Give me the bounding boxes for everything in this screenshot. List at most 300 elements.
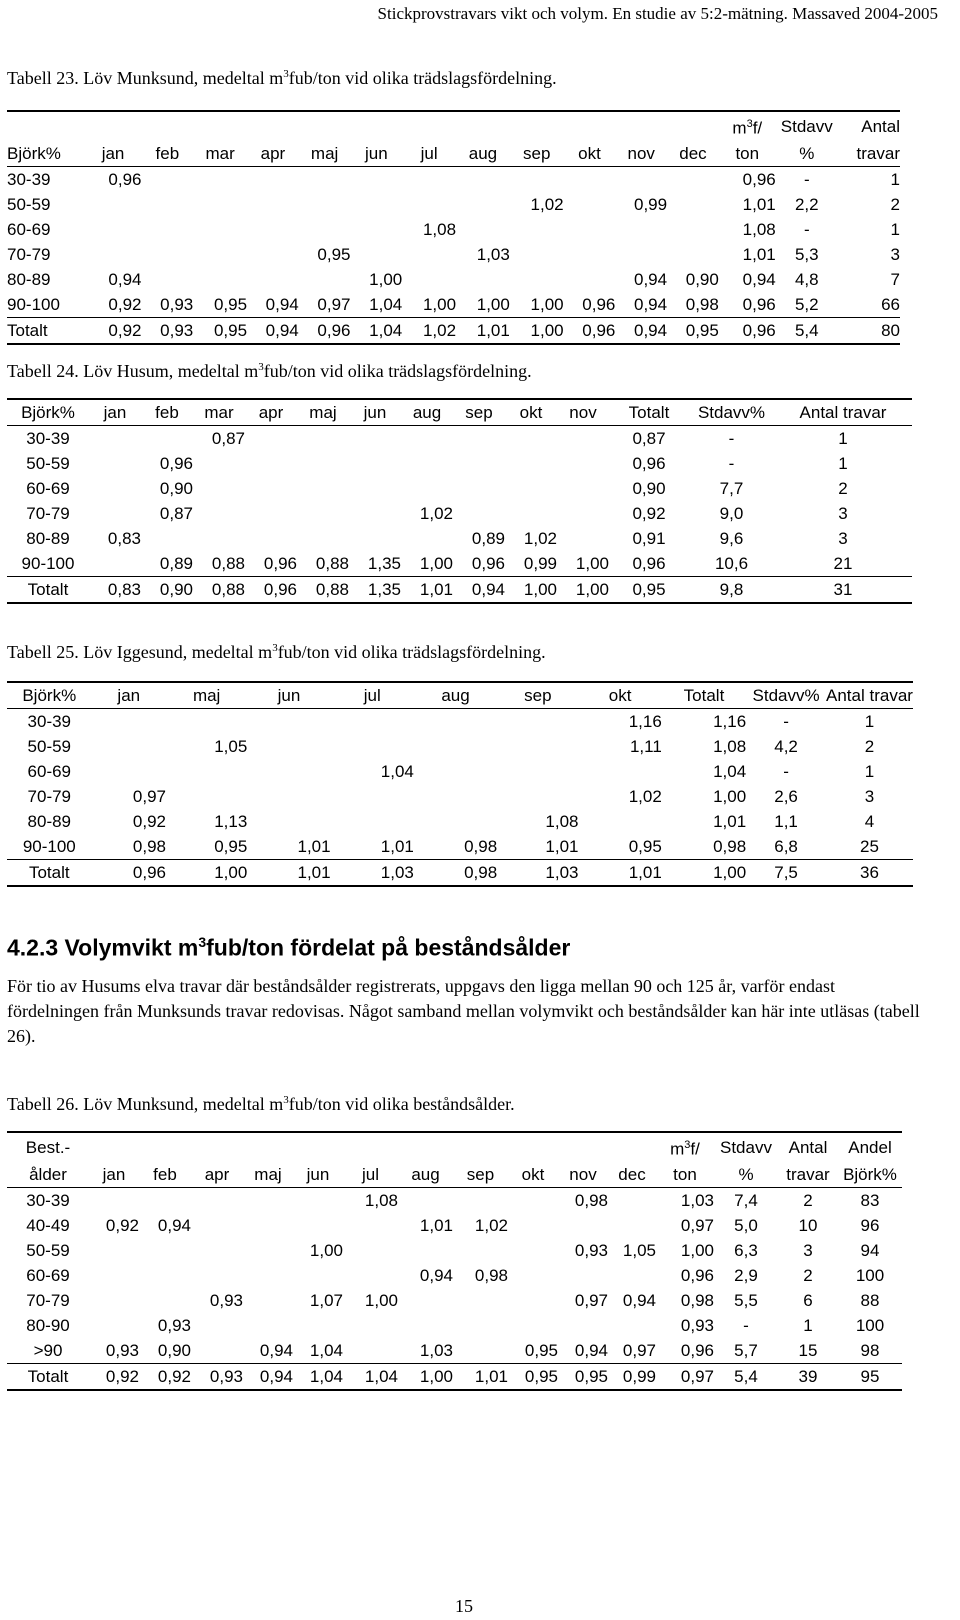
col-header: dec [667, 141, 719, 167]
table-cell: 1 [803, 1315, 813, 1335]
table-cell: 9,6 [719, 529, 744, 548]
table-cell: 1,02 [628, 787, 662, 806]
table-cell: 1,01 [456, 317, 510, 344]
table-cell [299, 217, 351, 242]
header-text: f/ [690, 1139, 700, 1159]
table-cell: 10 [798, 1215, 818, 1235]
table-cell: 0,93 [191, 1363, 243, 1390]
table-cell [247, 734, 330, 759]
table-cell: 0,92 [132, 812, 166, 831]
table-cell [608, 1213, 656, 1238]
heading-text: 4.2.3 Volymvikt m [7, 934, 199, 961]
table-cell [243, 1213, 293, 1238]
table-cell [508, 1213, 558, 1238]
table-26 [7, 1131, 902, 1391]
table-row [7, 166, 900, 192]
table-cell: 7,7 [719, 479, 744, 498]
table-cell [193, 242, 247, 267]
row-label: 80-89 [27, 812, 72, 831]
table-cell: 1,00 [680, 1240, 714, 1260]
table-cell: 1,00 [364, 1290, 398, 1310]
header-text: f/ [752, 118, 763, 138]
table-cell: 0,98 [464, 837, 498, 856]
table-row [7, 734, 913, 759]
table-cell: 1,16 [713, 712, 747, 731]
row-label: 70-79 [26, 504, 70, 523]
table-cell: 0,95 [214, 837, 248, 856]
table-cell [557, 476, 609, 501]
table-cell [557, 426, 609, 452]
table-cell: 15 [798, 1340, 818, 1360]
caption-text: Tabell 24. Löv Husum, medeltal m [7, 361, 259, 381]
table-cell [414, 784, 497, 809]
table-cell [414, 759, 497, 784]
col-header: Björk% [7, 141, 85, 167]
heading-superscript: 3 [198, 934, 207, 950]
row-label: 70-79 [27, 787, 72, 806]
table-cell [402, 267, 456, 292]
table-cell [505, 451, 557, 476]
col-header: Stdavv% [689, 399, 774, 426]
table-row [7, 501, 912, 526]
col-header: sep [497, 682, 578, 709]
table-cell: 0,97 [317, 294, 351, 314]
table-cell: 0,88 [297, 577, 349, 604]
table-cell: 80 [838, 317, 900, 344]
table-cell: 1,03 [680, 1190, 714, 1210]
table-cell [557, 501, 609, 526]
table-cell [398, 1288, 453, 1313]
table-cell [191, 1263, 243, 1288]
table-cell [297, 526, 349, 551]
total-row [7, 1363, 902, 1390]
table-cell: 1 [838, 429, 848, 448]
table-cell: 0,90 [632, 479, 666, 498]
row-label: 50-59 [26, 1240, 70, 1260]
table-cell: 4,8 [794, 269, 819, 289]
table-cell [558, 1263, 608, 1288]
table-cell [453, 451, 505, 476]
table-cell [615, 242, 667, 267]
table-cell: 0,96 [245, 577, 297, 604]
col-header: jun [293, 1162, 343, 1188]
table-26-caption [7, 1094, 515, 1115]
table-cell: 0,94 [622, 1290, 656, 1310]
table-cell [351, 217, 403, 242]
row-label: 50-59 [26, 454, 70, 473]
col-header: mar [193, 399, 245, 426]
table-25 [7, 681, 913, 887]
table-row [7, 1338, 902, 1364]
running-header: Stickprovstravars vikt och volym. En studie av 5:2-mätning. Massaved 2004-2005 [377, 4, 938, 23]
table-cell [667, 242, 719, 267]
table-25-caption [7, 642, 546, 663]
col-header: jun [351, 141, 403, 167]
table-cell: 0,96 [263, 554, 297, 573]
table-cell: 0,99 [523, 554, 557, 573]
col-header: Antal travar [774, 399, 912, 426]
table-cell: 3 [890, 244, 900, 264]
table-body [7, 426, 912, 604]
table-cell [453, 476, 505, 501]
row-label: 30-39 [26, 429, 70, 448]
page-number: 15 [455, 1596, 473, 1616]
table-cell: 0,96 [680, 1265, 714, 1285]
row-label: 50-59 [27, 737, 72, 756]
table-cell [141, 526, 193, 551]
table-cell: 0,94 [243, 1363, 293, 1390]
table-cell [564, 192, 616, 217]
table-cell: 6,8 [774, 837, 798, 856]
header-m3 [656, 1132, 714, 1162]
col-header: feb [142, 141, 194, 167]
table-cell: 1,04 [293, 1363, 343, 1390]
table-cell: 0,96 [742, 169, 776, 189]
col-header: okt [505, 399, 557, 426]
col-header: jan [92, 682, 166, 709]
col-header: maj [243, 1162, 293, 1188]
table-cell [414, 734, 497, 759]
col-header: okt [508, 1162, 558, 1188]
table-cell: 1,00 [505, 577, 557, 604]
table-cell: 0,87 [632, 429, 666, 448]
col-header: nov [558, 1162, 608, 1188]
row-label: 60-69 [26, 1265, 70, 1285]
table-cell [247, 809, 330, 834]
table-row [7, 267, 900, 292]
table-cell: 0,94 [634, 294, 668, 314]
table-cell [667, 192, 719, 217]
table-cell [351, 166, 403, 192]
table-cell: 2 [803, 1265, 813, 1285]
table-cell [414, 709, 497, 735]
header-pct: % [776, 141, 838, 167]
table-cell [245, 451, 297, 476]
table-cell: 7 [890, 269, 900, 289]
table-cell: 0,90 [685, 269, 719, 289]
table-cell: 0,95 [508, 1363, 558, 1390]
table-cell: 1 [890, 219, 900, 239]
table-cell: 39 [778, 1363, 838, 1390]
table-cell [510, 267, 564, 292]
col-header: nov [615, 141, 667, 167]
table-cell: 0,93 [574, 1240, 608, 1260]
table-cell [564, 166, 616, 192]
header-superscript: 3 [746, 118, 753, 130]
table-cell: 1 [864, 712, 875, 731]
row-label: 90-100 [21, 554, 75, 573]
table-cell: 0,91 [632, 529, 666, 548]
table-cell: 0,96 [159, 454, 193, 473]
row-label: Totalt [7, 1363, 89, 1390]
table-cell: 0,98 [680, 1290, 714, 1310]
table-cell: 0,87 [159, 504, 193, 523]
table-cell [89, 1313, 139, 1338]
row-label: 80-90 [26, 1315, 70, 1335]
table-row [7, 242, 900, 267]
table-cell [398, 1187, 453, 1213]
table-cell [193, 267, 247, 292]
table-cell [299, 166, 351, 192]
table-cell: - [728, 454, 735, 473]
table-cell: 0,98 [574, 1190, 608, 1210]
table-cell: - [803, 219, 810, 239]
table-cell: 4 [864, 812, 875, 831]
table-cell [564, 217, 616, 242]
table-cell: 0,90 [141, 577, 193, 604]
table-cell: 0,93 [209, 1290, 243, 1310]
table-cell: 0,93 [680, 1315, 714, 1335]
row-label: 80-89 [7, 269, 51, 289]
table-cell [508, 1263, 558, 1288]
table-cell: 0,96 [108, 169, 142, 189]
table-cell: 5,7 [734, 1340, 758, 1360]
table-cell [89, 1263, 139, 1288]
table-cell [247, 192, 299, 217]
col-header: aug [414, 682, 497, 709]
col-header: okt [564, 141, 616, 167]
table-cell [142, 166, 194, 192]
table-cell: 2,2 [794, 194, 819, 214]
table-cell: 0,89 [471, 529, 505, 548]
table-cell [505, 501, 557, 526]
table-cell [85, 217, 142, 242]
table-cell [456, 217, 510, 242]
col-header: Antal travar [826, 682, 913, 709]
table-23-caption [7, 68, 557, 89]
table-cell: 0,94 [108, 269, 142, 289]
table-cell [608, 1263, 656, 1288]
table-cell [453, 501, 505, 526]
col-header: Stdavv% [746, 682, 826, 709]
row-label: Totalt [7, 317, 85, 344]
table-cell [349, 451, 401, 476]
total-row [7, 577, 912, 604]
table-23 [7, 110, 900, 345]
table-cell [89, 551, 141, 577]
row-label: 30-39 [7, 169, 51, 189]
table-cell [142, 192, 194, 217]
table-cell [667, 217, 719, 242]
table-cell [349, 426, 401, 452]
table-cell [245, 476, 297, 501]
table-cell [351, 242, 403, 267]
table-cell [558, 1313, 608, 1338]
col-header: mar [193, 141, 247, 167]
col-header: jan [85, 141, 142, 167]
table-cell [139, 1288, 191, 1313]
table-cell: 1,08 [742, 219, 776, 239]
table-cell: 1,08 [713, 737, 747, 756]
table-cell: 2 [838, 479, 848, 498]
table-cell: 1,11 [629, 737, 662, 756]
table-cell [331, 784, 414, 809]
table-cell: 1,00 [476, 294, 510, 314]
table-cell [293, 1313, 343, 1338]
table-cell [142, 267, 194, 292]
caption-superscript: 3 [272, 642, 278, 654]
table-row [7, 784, 913, 809]
table-cell [247, 784, 330, 809]
table-cell [615, 166, 667, 192]
table-cell [558, 1213, 608, 1238]
table-cell [297, 426, 349, 452]
table-cell [247, 166, 299, 192]
table-cell [243, 1263, 293, 1288]
table-cell [243, 1313, 293, 1338]
table-24 [7, 398, 912, 604]
table-cell [89, 501, 141, 526]
table-cell [331, 709, 414, 735]
table-cell: 2 [803, 1190, 813, 1210]
col-header: apr [247, 141, 299, 167]
table-cell [247, 709, 330, 735]
table-cell [398, 1313, 453, 1338]
table-cell: - [728, 429, 735, 448]
header-text: m [732, 118, 747, 138]
table-cell [402, 242, 456, 267]
table-cell: 1,16 [628, 712, 662, 731]
table-cell [89, 476, 141, 501]
table-cell [615, 217, 667, 242]
table-cell: 0,94 [574, 1340, 608, 1360]
table-cell: 1,00 [309, 1240, 343, 1260]
table-body [7, 709, 913, 887]
table-cell: 7,4 [734, 1190, 758, 1210]
table-cell: 5,4 [776, 317, 838, 344]
table-cell: 4,2 [774, 737, 798, 756]
caption-text: fub/ton vid olika beståndsålder. [288, 1094, 515, 1114]
row-label: 50-59 [7, 194, 51, 214]
table-cell: 1,03 [476, 244, 510, 264]
table-cell: 1,01 [579, 860, 662, 887]
table-cell: 0,97 [132, 787, 166, 806]
table-cell [89, 451, 141, 476]
header-andel: Andel [838, 1132, 902, 1162]
row-label: >90 [33, 1340, 63, 1360]
header-ton: ton [656, 1162, 714, 1188]
table-cell: 0,94 [157, 1215, 191, 1235]
table-cell [297, 501, 349, 526]
table-cell [505, 476, 557, 501]
table-cell: 1,03 [497, 860, 578, 887]
table-cell [497, 784, 578, 809]
table-cell: 2,6 [774, 787, 798, 806]
row-label: 60-69 [26, 479, 70, 498]
caption-text: Tabell 25. Löv Iggesund, medeltal m [7, 642, 273, 662]
table-cell: 1,03 [331, 860, 414, 887]
table-cell [453, 1187, 508, 1213]
table-cell [564, 267, 616, 292]
table-cell: 0,88 [315, 554, 349, 573]
table-cell: 0,94 [247, 317, 299, 344]
table-cell [456, 267, 510, 292]
table-cell: 1,05 [214, 737, 248, 756]
table-cell [557, 451, 609, 476]
col-header: jan [89, 399, 141, 426]
table-cell: 0,90 [157, 1340, 191, 1360]
table-cell: 1,02 [474, 1215, 508, 1235]
table-cell [142, 242, 194, 267]
row-label: 30-39 [26, 1190, 70, 1210]
table-cell [141, 426, 193, 452]
table-cell: 1,1 [774, 812, 798, 831]
caption-text: fub/ton vid olika trädslagsfördelning. [263, 361, 532, 381]
table-cell: 1,00 [510, 317, 564, 344]
table-row [7, 551, 912, 577]
table-cell [245, 501, 297, 526]
table-cell: - [783, 712, 789, 731]
table-cell [401, 426, 453, 452]
table-cell: 0,94 [419, 1265, 453, 1285]
header-antal: Antal [838, 111, 900, 141]
section-heading [7, 934, 570, 962]
table-cell: 1,08 [545, 812, 579, 831]
table-cell: 0,97 [680, 1215, 714, 1235]
table-cell: 1,00 [422, 294, 457, 314]
table-cell [331, 734, 414, 759]
caption-text: Tabell 26. Löv Munksund, medeltal m [7, 1094, 284, 1114]
table-cell: 0,94 [742, 269, 776, 289]
table-cell: 0,98 [474, 1265, 508, 1285]
table-cell [402, 166, 456, 192]
table-cell: 7,5 [746, 860, 826, 887]
header-pct: % [714, 1162, 778, 1188]
table-cell [193, 526, 245, 551]
table-cell: 0,96 [92, 860, 166, 887]
table-cell: 0,94 [265, 294, 299, 314]
table-cell: 0,95 [524, 1340, 558, 1360]
table-cell [497, 709, 578, 735]
table-cell: 0,96 [680, 1340, 714, 1360]
table-cell: 1,02 [523, 529, 557, 548]
table-cell: 31 [774, 577, 912, 604]
table-cell: 0,92 [105, 1215, 139, 1235]
table-cell: 0,92 [139, 1363, 191, 1390]
table-cell [85, 192, 142, 217]
table-cell [401, 476, 453, 501]
header-spacer [7, 111, 719, 141]
table-cell: 1 [838, 454, 848, 473]
table-cell [508, 1313, 558, 1338]
table-cell: 5,0 [734, 1215, 758, 1235]
table-cell [510, 242, 564, 267]
table-cell [497, 759, 578, 784]
table-cell [564, 242, 616, 267]
col-header: sep [510, 141, 564, 167]
table-cell: 1 [864, 762, 875, 781]
table-cell [247, 242, 299, 267]
table-cell: 1,01 [453, 1363, 508, 1390]
table-cell: 5,5 [734, 1290, 758, 1310]
table-cell: 0,94 [259, 1340, 293, 1360]
table-cell: 88 [860, 1290, 880, 1310]
col-header: feb [139, 1162, 191, 1188]
table-cell [191, 1338, 243, 1364]
table-cell: 0,92 [632, 504, 666, 523]
table-cell: 36 [826, 860, 913, 887]
table-cell [247, 267, 299, 292]
table-cell [508, 1288, 558, 1313]
col-header: apr [245, 399, 297, 426]
table-cell: 0,92 [108, 294, 142, 314]
table-cell: 98 [860, 1340, 880, 1360]
table-cell: 1,04 [343, 1363, 398, 1390]
table-cell: 3 [838, 504, 848, 523]
table-cell [92, 734, 166, 759]
table-cell [579, 809, 662, 834]
table-24-caption [7, 361, 532, 382]
